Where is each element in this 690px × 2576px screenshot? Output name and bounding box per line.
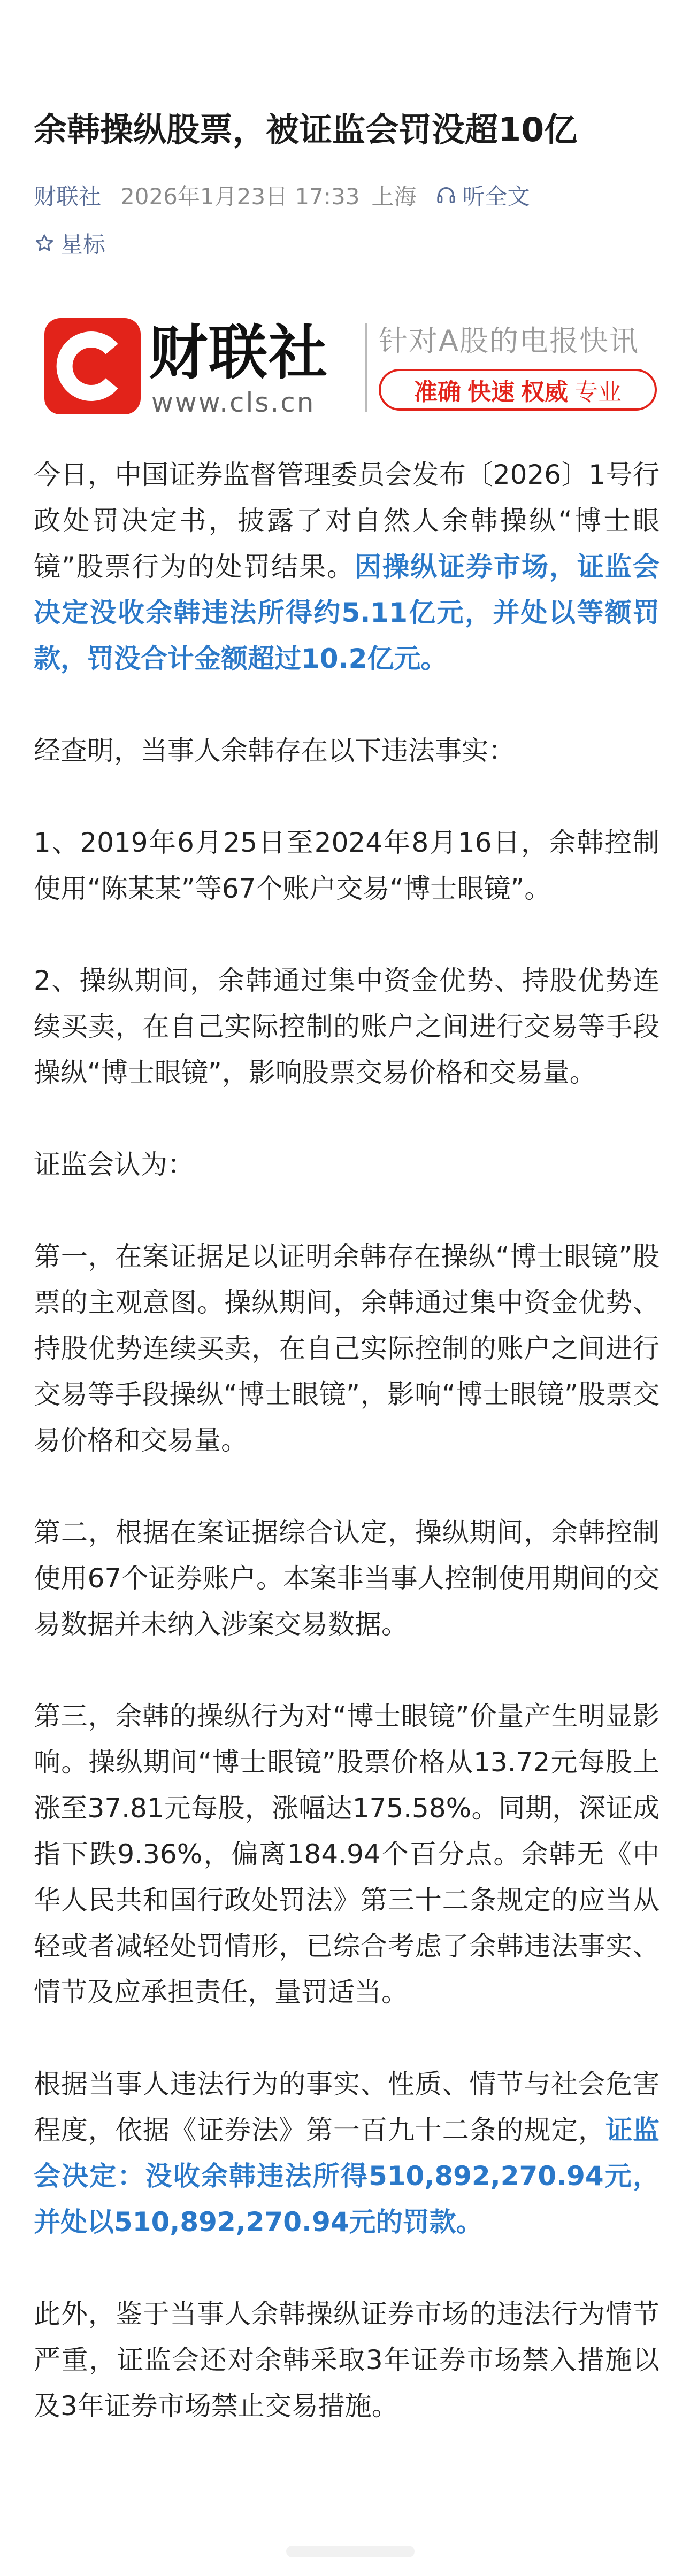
banner-slogan: 针对A股的电报快讯: [379, 324, 639, 358]
paragraph-decision: [34, 2061, 660, 2245]
logo-url: www.cls.cn: [151, 387, 316, 418]
cls-logo: [44, 318, 141, 414]
paragraph-point-2: 第二，根据在案证据综合认定，操纵期间，余韩控制使用67个证券账户。本案非当事人控制使用期间的交易数据并未纳入涉案交易数据。: [34, 1517, 660, 1640]
listen-button[interactable]: [435, 179, 530, 211]
watermark-mark: [286, 2543, 415, 2559]
decision-text: 根据当事人违法行为的事实、性质、情节与社会危害程度，依据《证券法》第一百九十二条的规定，: [34, 2069, 660, 2146]
paragraph-fact-2: 2、操纵期间，余韩通过集中资金优势、持股优势连续买卖，在自己实际控制的账户之间进行交易等手段操纵“博士眼镜”，影响股票交易价格和交易量。: [34, 965, 660, 1088]
paragraph-point-3: 第三，余韩的操纵行为对“博士眼镜”价量产生明显影响。操纵期间“博士眼镜”股票价格从13.72元每股上涨至37.81元每股，涨幅达175.58%。同期，深证成指下跌9.36%，偏离184.94个百分点。余韩无《中华人民共和国行政处罚法》第三十二条规定的应当从轻或者减轻处罚情形，已综合考虑了余韩违法事实、情节及应承担责任，量罚适当。: [34, 1701, 660, 2008]
banner-divider: [365, 323, 367, 412]
decision-highlight: 证监会决定：没收余韩违法所得510,892,270.94元，并处以510,892,270.94元的罚款。: [34, 2115, 660, 2238]
paragraph-fact-1: 1、2019年6月25日至2024年8月16日，余韩控制使用“陈某某”等67个账户交易“博士眼镜”。: [34, 827, 660, 904]
source-link[interactable]: 财联社: [34, 183, 102, 210]
intro-text: 今日，中国证券监督管理委员会发布〔2026〕1号行政处罚决定书，披露了对自然人余韩操纵“博士眼镜”股票行为的处罚结果。: [34, 459, 660, 582]
paragraph-ban: 此外，鉴于当事人余韩操纵证券市场的违法行为情节严重，证监会还对余韩采取3年证券市场禁入措施以及3年证券市场禁止交易措施。: [34, 2299, 660, 2421]
tag-professional: 专业: [574, 379, 622, 406]
star-icon: [34, 233, 55, 254]
paragraph-point-1: 第一，在案证据足以证明余韩存在操纵“博士眼镜”股票的主观意图。操纵期间，余韩通过集中资金优势、持股优势连续买卖，在自己实际控制的账户之间进行交易等手段操纵“博士眼镜”，影响“博士眼镜”股票交易价格和交易量。: [34, 1241, 660, 1456]
listen-label: 听全文: [462, 183, 530, 210]
star-label: 星标: [60, 232, 106, 258]
paragraph-intro: [34, 452, 660, 682]
tag-fast: 快速: [467, 379, 515, 406]
star-button[interactable]: [34, 225, 105, 262]
article-meta: [34, 176, 530, 214]
article-title: 余韩操纵股票，被证监会罚没超10亿: [34, 110, 578, 149]
logo-name: 财联社: [149, 319, 328, 387]
publish-location: 上海: [371, 183, 417, 210]
publish-date: 2026年1月23日 17:33: [120, 183, 360, 210]
cls-banner: [44, 318, 654, 425]
paragraph-csrc-view: 证监会认为：: [34, 1149, 194, 1180]
intro-highlight: 因操纵证券市场，证监会决定没收余韩违法所得约5.11亿元，并处以等额罚款，罚没合计金额超过10.2亿元。: [34, 551, 660, 674]
cls-logo-mark: [44, 318, 141, 414]
watermark: [283, 2542, 417, 2560]
tag-authoritative: 权威: [521, 379, 568, 406]
paragraph-findings: 经查明，当事人余韩存在以下违法事实：: [34, 735, 515, 766]
headphones-icon: [435, 184, 457, 206]
article-body: [34, 452, 660, 2475]
tag-accurate: 准确: [414, 379, 461, 406]
banner-tags: [379, 369, 657, 411]
